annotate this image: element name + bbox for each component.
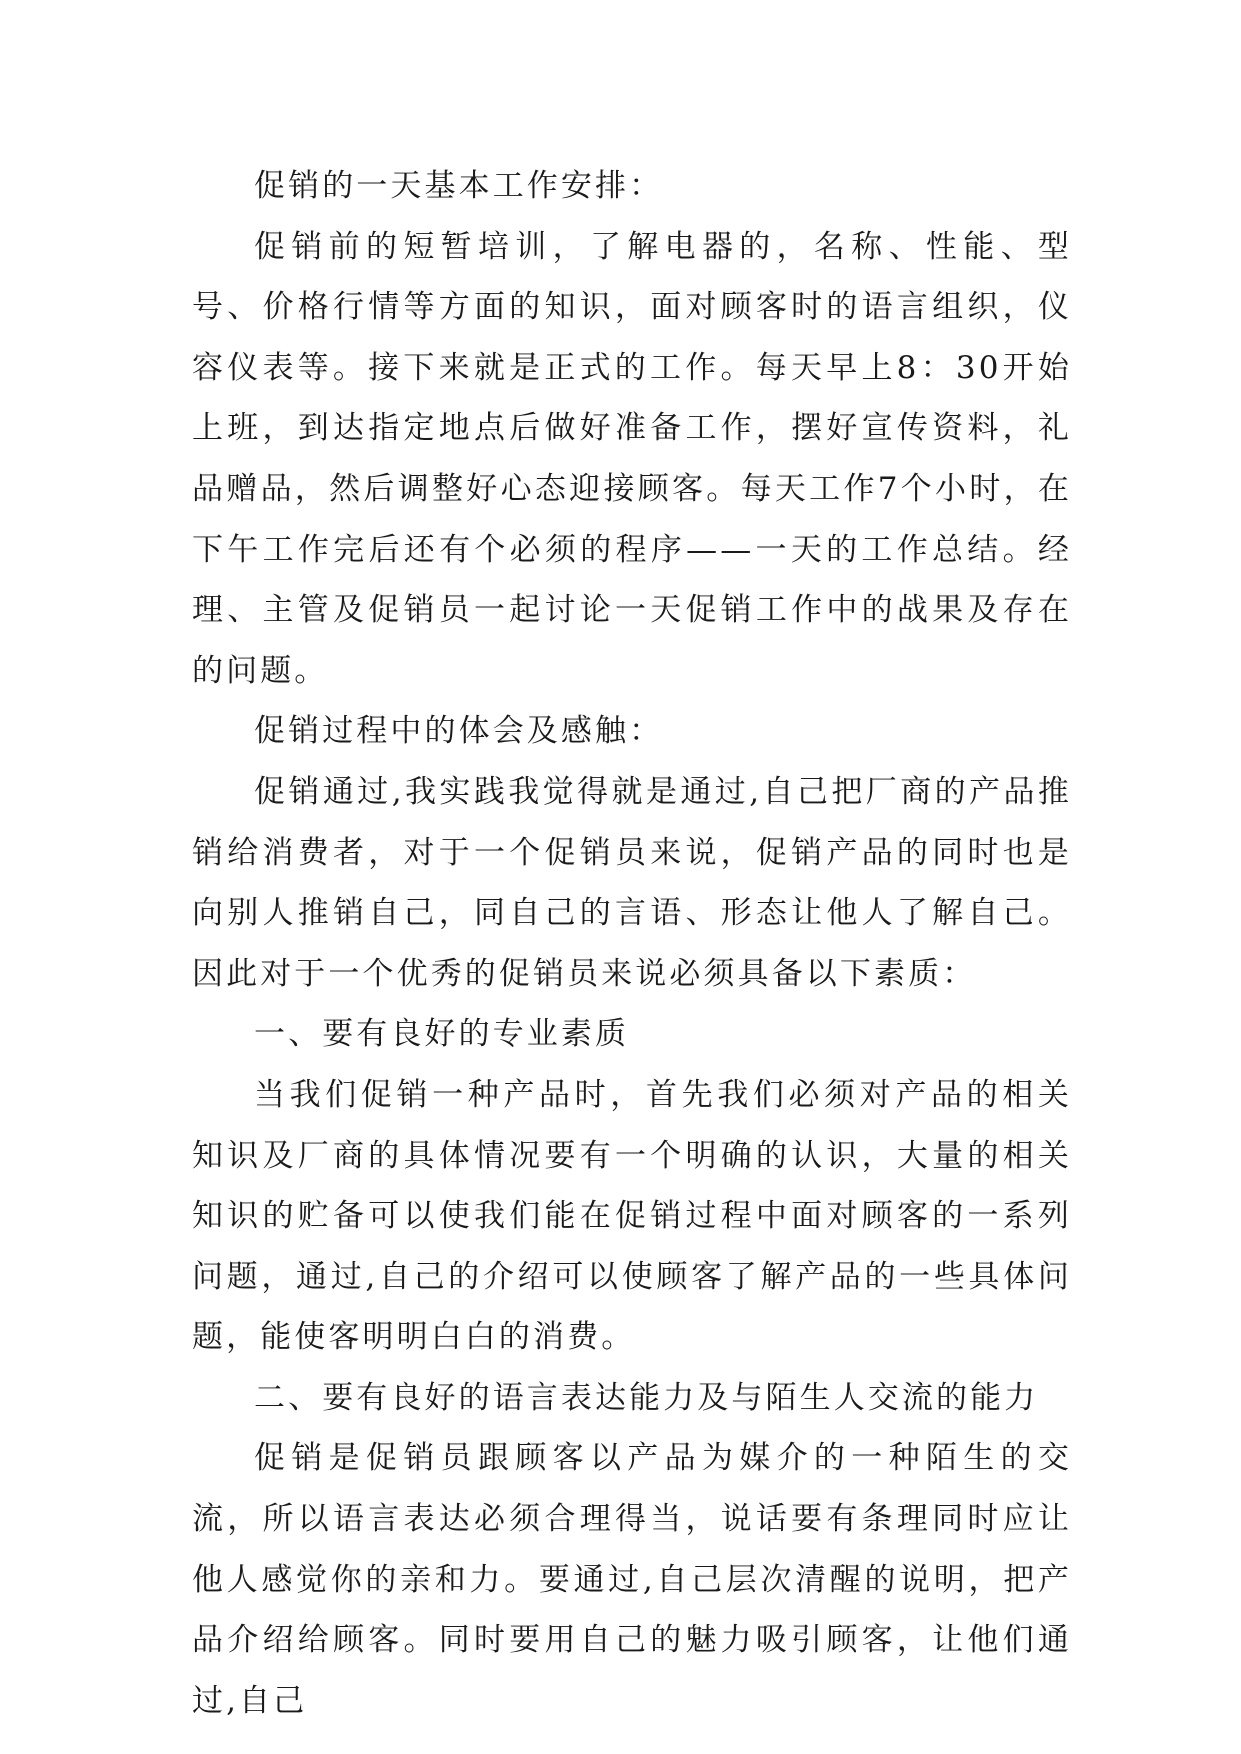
document-body bbox=[192, 156, 1072, 1731]
heading-professional-quality: 一、要有良好的专业素质 bbox=[254, 1016, 630, 1053]
heading-communication-ability: 二、要有良好的语言表达能力及与陌生人交流的能力 bbox=[254, 1379, 1039, 1416]
heading-daily-schedule: 促销的一天基本工作安排： bbox=[254, 168, 664, 204]
paragraph-promotion-meaning: 促销通过,我实践我觉得就是通过,自己把厂商的产品推销给消费者，对于一个促销员来说，促销产品的同时也是向别人推销自己，同自己的言语、形态让他人了解自己。因此对于一个优秀的促销员来说必须具备以下素质： bbox=[192, 773, 1072, 992]
paragraph-product-knowledge: 当我们促销一种产品时，首先我们必须对产品的相关知识及厂商的具体情况要有一个明确的认识，大量的相关知识的贮备可以使我们能在促销过程中面对顾客的一系列问题，通过,自己的介绍可以使顾客了解产品的一些具体问题，能使客明明白白的消费。 bbox=[192, 1076, 1072, 1356]
paragraph-training: 促销前的短暂培训，了解电器的，名称、性能、型号、价格行情等方面的知识，面对顾客时的语言组织，仪容仪表等。接下来就是正式的工作。每天早上8：30开始上班，到达指定地点后做好准备工作，摆好宣传资料，礼品赠品，然后调整好心态迎接顾客。每天工作7个小时，在下午工作完后还有个必须的程序——一天的工作总结。经理、主管及促销员一起讨论一天促销工作中的战果及存在的问题。 bbox=[192, 228, 1072, 689]
heading-experience: 促销过程中的体会及感触： bbox=[254, 713, 664, 750]
paragraph-communication: 促销是促销员跟顾客以产品为媒介的一种陌生的交流，所以语言表达必须合理得当，说话要有条理同时应让他人感觉你的亲和力。要通过,自己层次清醒的说明，把产品介绍给顾客。同时要用自己的魅力吸引顾客，让他们通过,自己 bbox=[192, 1440, 1072, 1719]
